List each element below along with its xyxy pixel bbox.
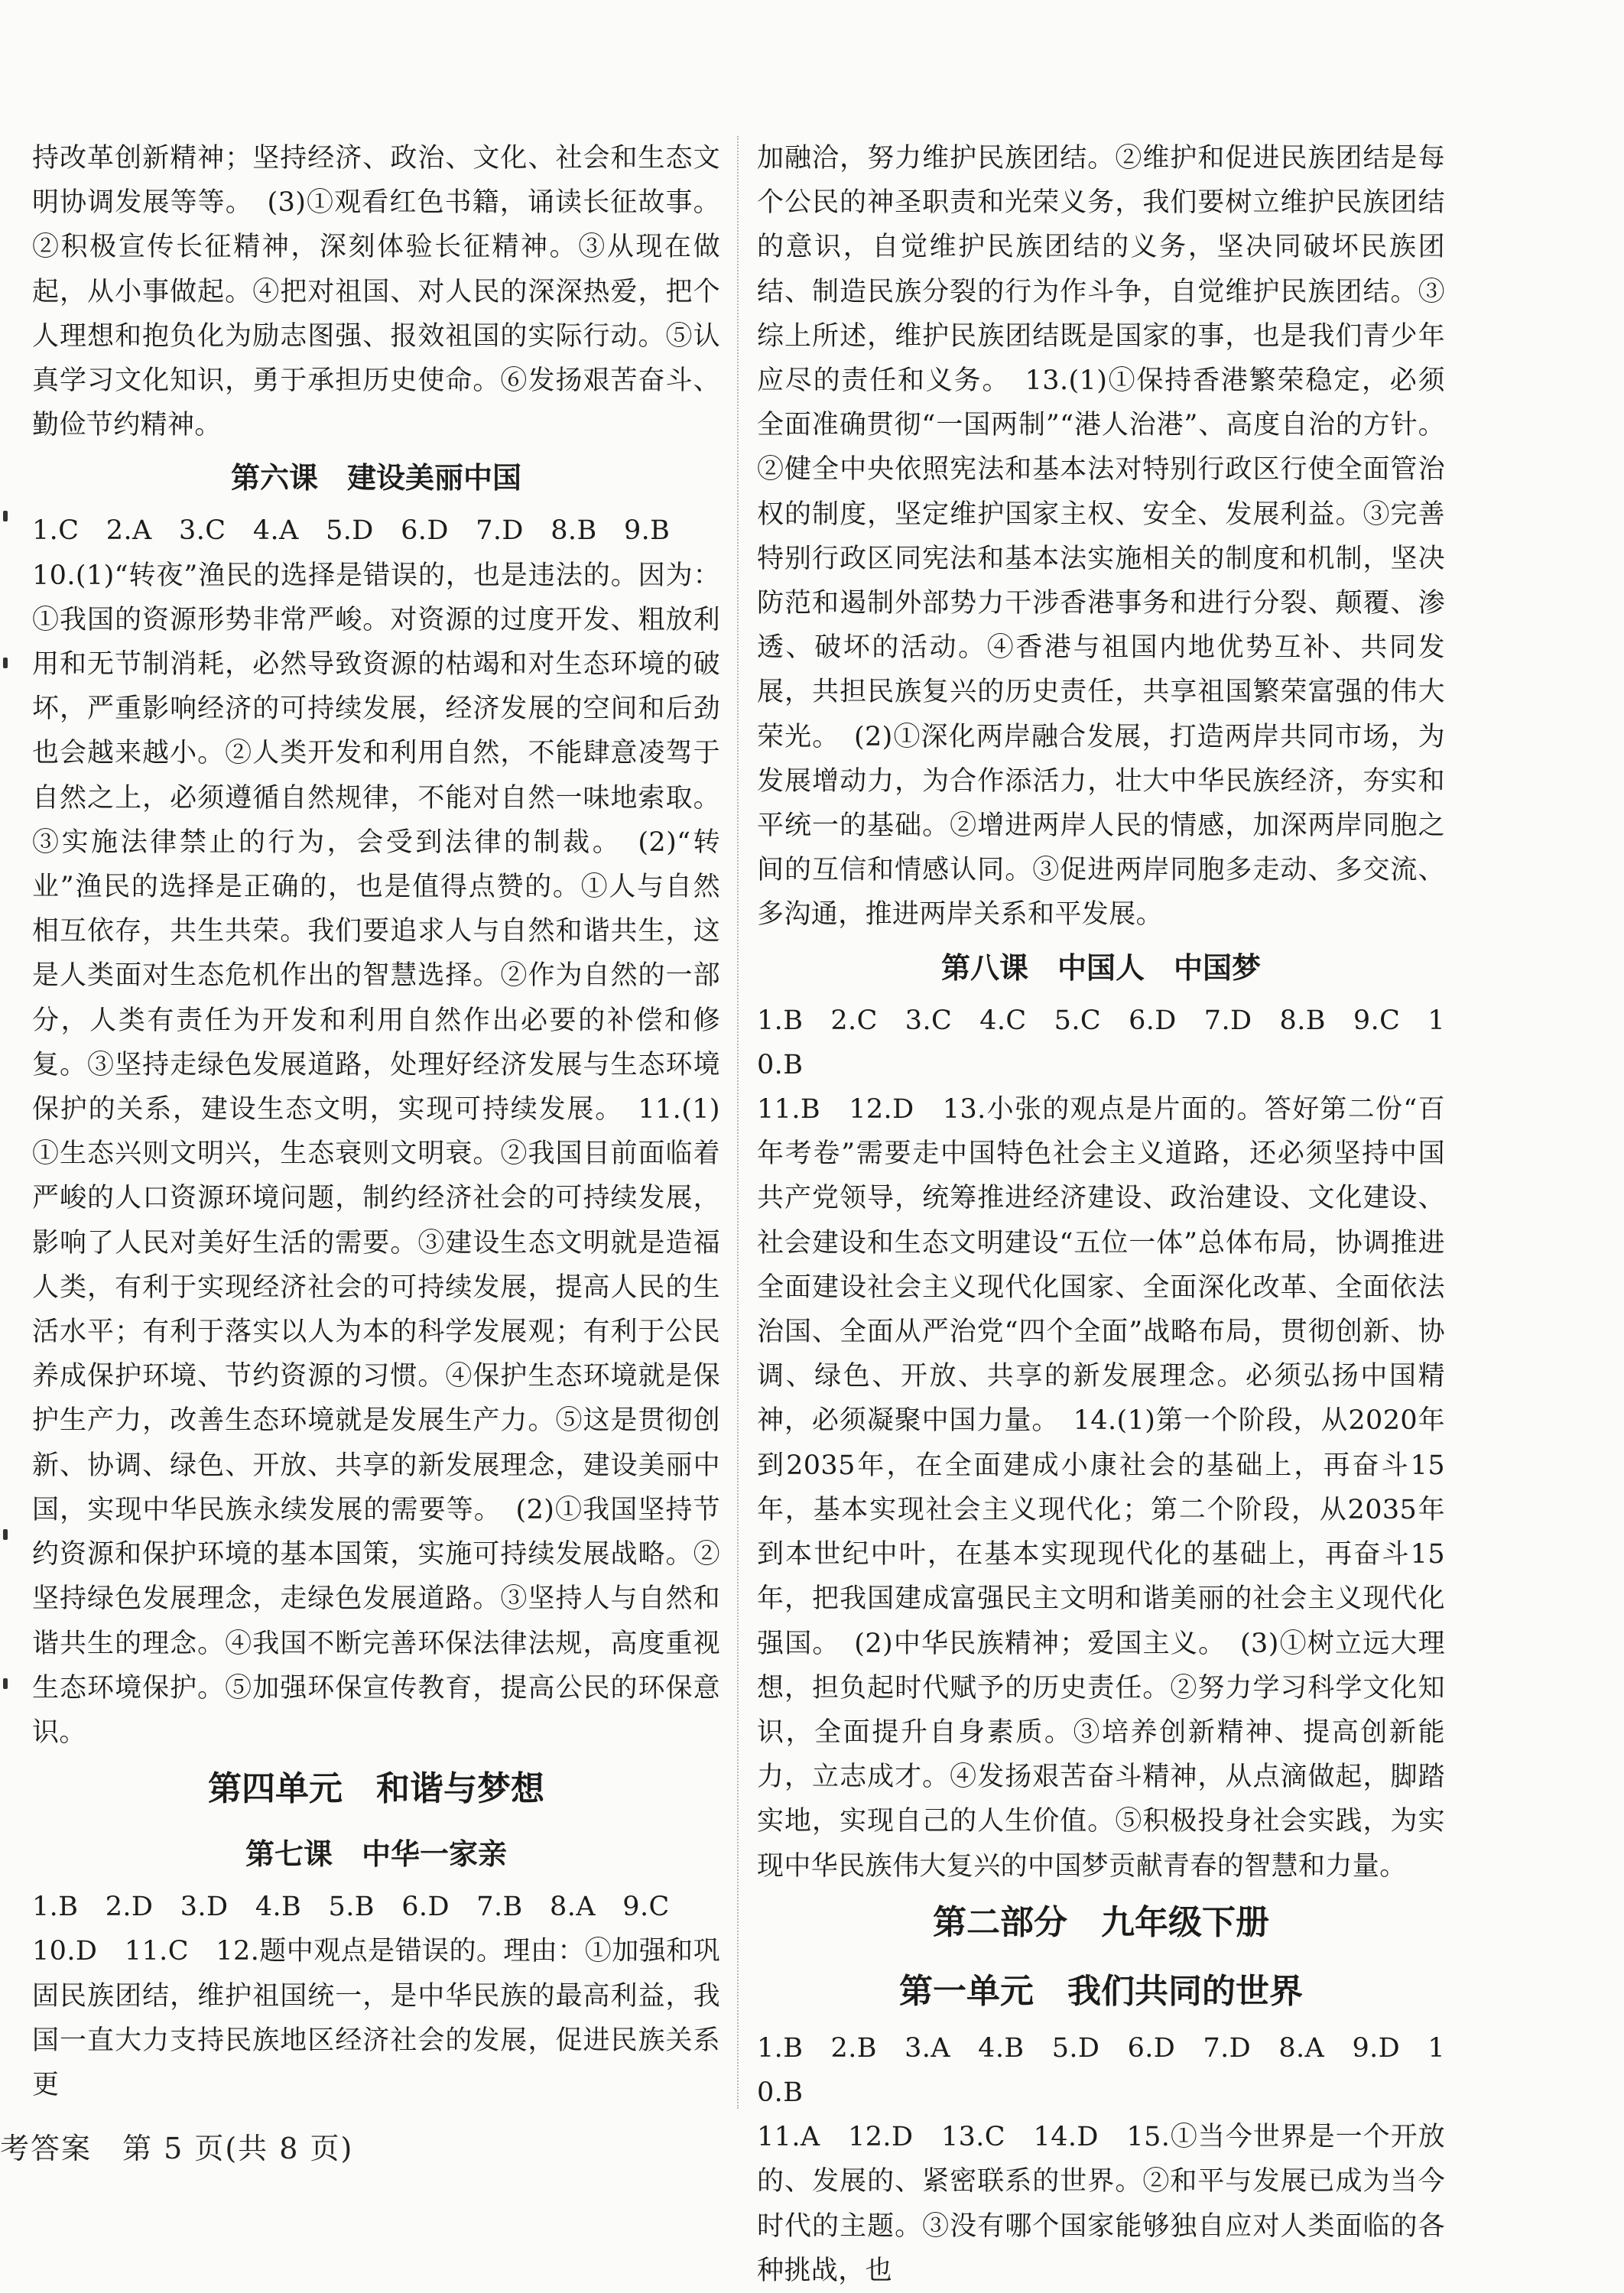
- right-paragraph-2: 11.B 12.D 13.小张的观点是片面的。答好第二份“百年考卷”需要走中国特色社会主义道路，还必须坚持中国共产党领导，统筹推进经济建设、政治建设、文化建设、社会建设和生态文明建设“五位一体”总体布局，协调推进全面建设社会主义现代化国家、全面深化改革、全面依法治国、全面从严治党“四个全面”战略布局，贯彻创新、协调、绿色、开放、共享的新发展理念。必须弘扬中国精神，必须凝聚中国力量。 14.(1)第一个阶段，从2020年到2035年，在全面建成小康社会的基础上，再奋斗15年，基本实现社会主义现代化；第二个阶段，从2035年到本世纪中叶，在基本实现现代化的基础上，再奋斗15年，把我国建成富强民主文明和谐美丽的社会主义现代化强国。 (2)中华民族精神；爱国主义。 (3)①树立远大理想，担负起时代赋予的历史责任。②努力学习科学文化知识，全面提升自身素质。③培养创新精神、提高创新能力，立志成才。④发扬艰苦奋斗精神，从点滴做起，脚踏实地，实现自己的人生价值。⑤积极投身社会实践，为实现中华民族伟大复兴的中国梦贡献青春的智慧和力量。: [757, 1094, 1445, 1882]
- lesson8-title: 第八课 中国人 中国梦: [940, 950, 1261, 985]
- lesson6-title: 第六课 建设美丽中国: [230, 461, 521, 495]
- left-paragraph-3: 10.D 11.C 12.题中观点是错误的。理由：①加强和巩固民族团结，维护祖国统一，是中华民族的最高利益，我国一直大力支持民族地区经济社会的发展，促进民族关系更: [32, 1936, 720, 2100]
- right-paragraph-3: 11.A 12.D 13.C 14.D 15.①当今世界是一个开放的、发展的、紧密联系的世界。②和平与发展已成为当今时代的主题。③没有哪个国家能够独自应对人类面临的各种挑战，也: [757, 2122, 1445, 2286]
- scan-mark: [3, 658, 8, 668]
- lesson8-choices: 1.B 2.C 3.C 4.C 5.C 6.D 7.D 8.B 9.C 10.B: [757, 1005, 1445, 1080]
- column-divider: [737, 136, 739, 2109]
- scan-mark: [3, 511, 8, 521]
- lesson7-title: 第七课 中华一家亲: [245, 1837, 507, 1872]
- page-footer: 考答案 第 5 页(共 8 页): [0, 2132, 354, 2165]
- part2-title: 第二部分 九年级下册: [933, 1902, 1269, 1942]
- left-paragraph-1: 持改革创新精神；坚持经济、政治、文化、社会和生态文明协调发展等等。 (3)①观看红色书籍，诵读长征故事。②积极宣传长征精神，深刻体验长征精神。③从现在做起，从小事做起。④把对祖国、对人民的深深热爱，把个人理想和抱负化为励志图强、报效祖国的实际行动。⑤认真学习文化知识，勇于承担历史使命。⑥发扬艰苦奋斗、勤俭节约精神。: [32, 143, 720, 441]
- scan-mark: [3, 1529, 8, 1540]
- unit1-title: 第一单元 我们共同的世界: [899, 1971, 1303, 2011]
- lesson6-choices: 1.C 2.A 3.C 4.A 5.D 6.D 7.D 8.B 9.B: [32, 515, 671, 547]
- unit1-choices: 1.B 2.B 3.A 4.B 5.D 6.D 7.D 8.A 9.D 10.B: [757, 2032, 1445, 2108]
- right-column: [757, 136, 1445, 2293]
- scan-mark: [3, 1678, 8, 1689]
- left-paragraph-2: 10.(1)“转夜”渔民的选择是错误的，也是违法的。因为：①我国的资源形势非常严峻。对资源的过度开发、粗放利用和无节制消耗，必然导致资源的枯竭和对生态环境的破坏，严重影响经济的可持续发展，经济发展的空间和后劲也会越来越小。②人类开发和利用自然，不能肆意凌驾于自然之上，必须遵循自然规律，不能对自然一味地索取。③实施法律禁止的行为，会受到法律的制裁。 (2)“转业”渔民的选择是正确的，也是值得点赞的。①人与自然相互依存，共生共荣。我们要追求人与自然和谐共生，这是人类面对生态危机作出的智慧选择。②作为自然的一部分，人类有责任为开发和利用自然作出必要的补偿和修复。③坚持走绿色发展道路，处理好经济发展与生态环境保护的关系，建设生态文明，实现可持续发展。 11.(1)①生态兴则文明兴，生态衰则文明衰。②我国目前面临着严峻的人口资源环境问题，制约经济社会的可持续发展，影响了人民对美好生活的需要。③建设生态文明就是造福人类，有利于实现经济社会的可持续发展，提高人民的生活水平；有利于落实以人为本的科学发展观；有利于公民养成保护环境、节约资源的习惯。④保护生态环境就是保护生产力，改善生态环境就是发展生产力。⑤这是贯彻创新、协调、绿色、开放、共享的新发展理念，建设美丽中国，实现中华民族永续发展的需要等。 (2)①我国坚持节约资源和保护环境的基本国策，实施可持续发展战略。②坚持绿色发展理念，走绿色发展道路。③坚持人与自然和谐共生的理念。④我国不断完善环保法律法规，高度重视生态环境保护。⑤加强环保宣传教育，提高公民的环保意识。: [32, 560, 720, 1748]
- unit4-title: 第四单元 和谐与梦想: [208, 1769, 544, 1809]
- lesson7-choices: 1.B 2.D 3.D 4.B 5.B 6.D 7.B 8.A 9.C: [32, 1892, 670, 1923]
- right-paragraph-1: 加融洽，努力维护民族团结。②维护和促进民族团结是每个公民的神圣职责和光荣义务，我们要树立维护民族团结的意识，自觉维护民族团结的义务，坚决同破坏民族团结、制造民族分裂的行为作斗争，自觉维护民族团结。③综上所述，维护民族团结既是国家的事，也是我们青少年应尽的责任和义务。 13.(1)①保持香港繁荣稳定，必须全面准确贯彻“一国两制”“港人治港”、高度自治的方针。②健全中央依照宪法和基本法对特别行政区行使全面管治权的制度，坚定维护国家主权、安全、发展利益。③完善特别行政区同宪法和基本法实施相关的制度和机制，坚决防范和遏制外部势力干涉香港事务和进行分裂、颠覆、渗透、破坏的活动。④香港与祖国内地优势互补、共同发展，共担民族复兴的历史责任，共享祖国繁荣富强的伟大荣光。 (2)①深化两岸融合发展，打造两岸共同市场，为发展增动力，为合作添活力，壮大中华民族经济，夯实和平统一的基础。②增进两岸人民的情感，加深两岸同胞之间的互信和情感认同。③促进两岸同胞多走动、多交流、多沟通，推进两岸关系和平发展。: [757, 143, 1445, 931]
- left-column: [32, 136, 720, 2107]
